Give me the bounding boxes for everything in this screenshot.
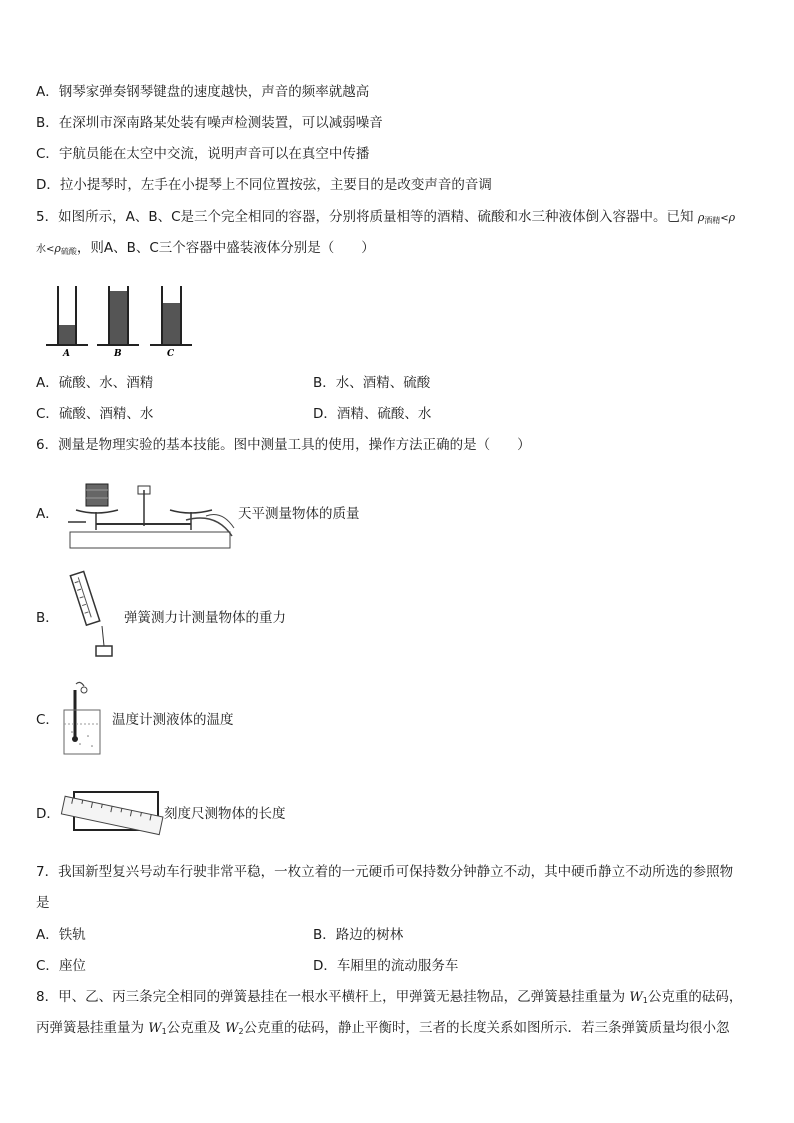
- q7-stem-line1: 7．我国新型复兴号动车行驶非常平稳，一枚立着的一元硬币可保持数分钟静立不动，其中硬币静立不动所选的参照物: [36, 864, 734, 880]
- q5-option-c: C．硫酸、酒精、水: [36, 406, 154, 422]
- q5-containers-figure: [42, 280, 202, 360]
- q6-option-b-text: 弹簧测力计测量物体的重力: [124, 610, 286, 626]
- container-a: [46, 286, 88, 359]
- q6-option-d-label: D．: [36, 806, 60, 822]
- q6-option-c-label: C．: [36, 712, 59, 728]
- q4-option-d: D．拉小提琴时，左手在小提琴上不同位置按弦，主要目的是改变声音的音调: [36, 177, 492, 193]
- ruler-measuring-illustration: [60, 788, 166, 842]
- q5-option-b: B．水、酒精、硫酸: [313, 375, 431, 391]
- q5-stem-cont: 水$<\rho_{硫酸}$，则A、B、C三个容器中盛装液体分别是（ ）: [36, 240, 375, 256]
- q6-option-a-label: A．: [36, 506, 59, 522]
- q5-stem: 5．如图所示，A、B、C是三个完全相同的容器，分别将质量相等的酒精、硫酸和水三种液体倒入容器中。已知 $\rho_{酒精}<\rho$: [36, 209, 736, 225]
- container-b: [97, 286, 139, 359]
- q8-stem-line2: 丙弹簧悬挂重量为 $W_1$公克重及 $W_2$公克重的砝码，静止平衡时，三者的长度关系如图所示．若三条弹簧质量均很小忽: [36, 1020, 730, 1036]
- q6-option-b-label: B．: [36, 610, 59, 626]
- label-a: A: [63, 349, 70, 359]
- q6-option-c-text: 温度计测液体的温度: [112, 712, 234, 728]
- q4-option-a: A．钢琴家弹奏钢琴键盘的速度越快，声音的频率就越高: [36, 84, 370, 100]
- container-c: [150, 286, 192, 359]
- q6-stem: 6．测量是物理实验的基本技能。图中测量工具的使用，操作方法正确的是（ ）: [36, 437, 531, 453]
- q7-option-c: C．座位: [36, 958, 86, 974]
- spring-scale-illustration: [66, 568, 126, 660]
- thermometer-beaker-illustration: [62, 680, 110, 770]
- q6-option-d-text: 刻度尺测物体的长度: [164, 806, 286, 822]
- q6-option-a-text: 天平测量物体的质量: [238, 506, 360, 522]
- q4-option-c: C．宇航员能在太空中交流，说明声音可以在真空中传播: [36, 146, 370, 162]
- q5-option-d: D．酒精、硫酸、水: [313, 406, 432, 422]
- label-c: C: [167, 349, 175, 359]
- q7-option-d: D．车厢里的流动服务车: [313, 958, 459, 974]
- q4-option-b: B．在深圳市深南路某处装有噪声检测装置，可以减弱噪音: [36, 115, 383, 131]
- q8-stem-line1: 8．甲、乙、丙三条完全相同的弹簧悬挂在一根水平横杆上，甲弹簧无悬挂物品，乙弹簧悬挂重量为 $W_1$公克重的砝码，: [36, 989, 743, 1005]
- q7-stem-line2: 是: [36, 895, 50, 911]
- q7-option-a: A．铁轨: [36, 927, 86, 943]
- balance-scale-illustration: [66, 470, 236, 552]
- label-b: B: [114, 349, 122, 359]
- q7-option-b: B．路边的树林: [313, 927, 404, 943]
- q5-option-a: A．硫酸、水、酒精: [36, 375, 154, 391]
